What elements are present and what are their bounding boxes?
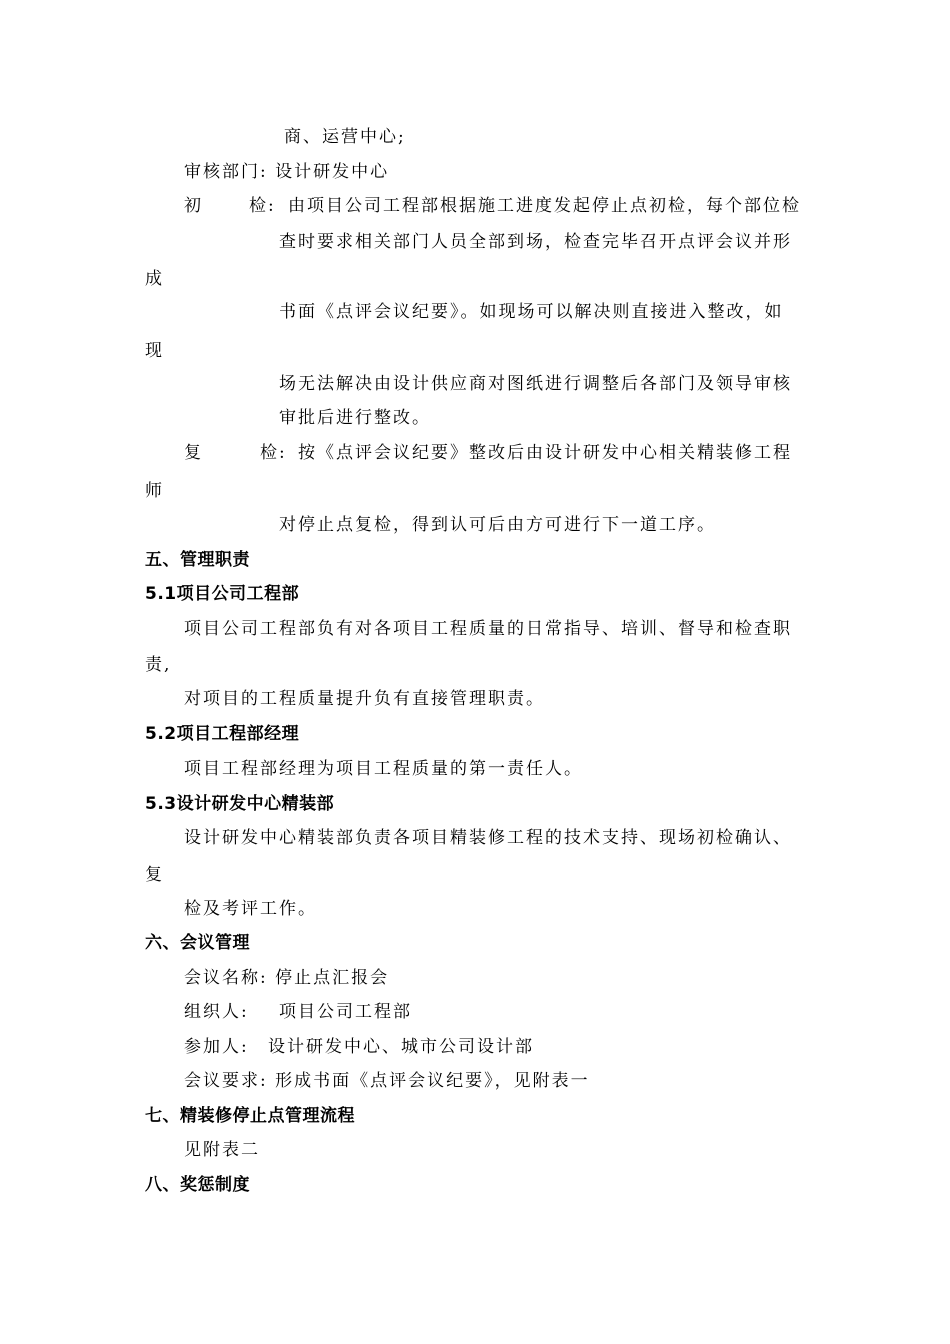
text-line: 见附表二 <box>184 1140 260 1160</box>
text-line: 设计研发中心精装部负责各项目精装修工程的技术支持、现场初检确认、 <box>184 828 792 848</box>
initial-check-label: 检: <box>249 196 276 216</box>
text-line: 场无法解决由设计供应商对图纸进行调整后各部门及领导审核 <box>279 374 792 394</box>
initial-check-label: 初 <box>184 196 203 216</box>
attendees-value: 设计研发中心、城市公司设计部 <box>268 1037 534 1057</box>
text-line: 对停止点复检，得到认可后由方可进行下一道工序。 <box>279 515 716 535</box>
text-line: 复 <box>145 865 164 885</box>
attendees-label: 参加人: <box>184 1037 249 1057</box>
text-line: 成 <box>145 269 164 289</box>
recheck-label: 复 <box>184 443 203 463</box>
subsection-heading: 5.1项目公司工程部 <box>145 584 300 604</box>
review-dept-line: 审核部门: 设计研发中心 <box>184 162 390 182</box>
text-line: 会议名称: 停止点汇报会 <box>184 968 390 988</box>
text-line: 对项目的工程质量提升负有直接管理职责。 <box>184 689 545 709</box>
recheck-label: 检: <box>260 443 287 463</box>
text-line: 会议要求: 形成书面《点评会议纪要》，见附表一 <box>184 1071 590 1091</box>
section-heading: 五、管理职责 <box>145 550 250 570</box>
text-line: 书面《点评会议纪要》。如现场可以解决则直接进入整改，如 <box>279 302 784 322</box>
text-line: 项目公司工程部负有对各项目工程质量的日常指导、培训、督导和检查职 <box>184 619 792 639</box>
section-heading: 八、奖惩制度 <box>145 1175 250 1195</box>
text-line: 商、运营中心; <box>284 127 406 147</box>
text-line: 由项目公司工程部根据施工进度发起停止点初检，每个部位检 <box>288 196 801 216</box>
text-line: 按《点评会议纪要》整改后由设计研发中心相关精装修工程 <box>298 443 792 463</box>
section-heading: 六、会议管理 <box>145 933 250 953</box>
organizer-label: 组织人: <box>184 1002 249 1022</box>
text-line: 检及考评工作。 <box>184 899 317 919</box>
section-heading: 七、精装修停止点管理流程 <box>145 1106 355 1126</box>
text-line: 查时要求相关部门人员全部到场，检查完毕召开点评会议并形 <box>279 232 792 252</box>
text-line: 责, <box>145 655 172 675</box>
text-line: 现 <box>145 341 164 361</box>
text-line: 审批后进行整改。 <box>279 408 431 428</box>
organizer-value: 项目公司工程部 <box>279 1002 412 1022</box>
subsection-heading: 5.2项目工程部经理 <box>145 724 300 744</box>
text-line: 项目工程部经理为项目工程质量的第一责任人。 <box>184 759 583 779</box>
subsection-heading: 5.3设计研发中心精装部 <box>145 794 335 814</box>
text-line: 师 <box>145 481 164 501</box>
